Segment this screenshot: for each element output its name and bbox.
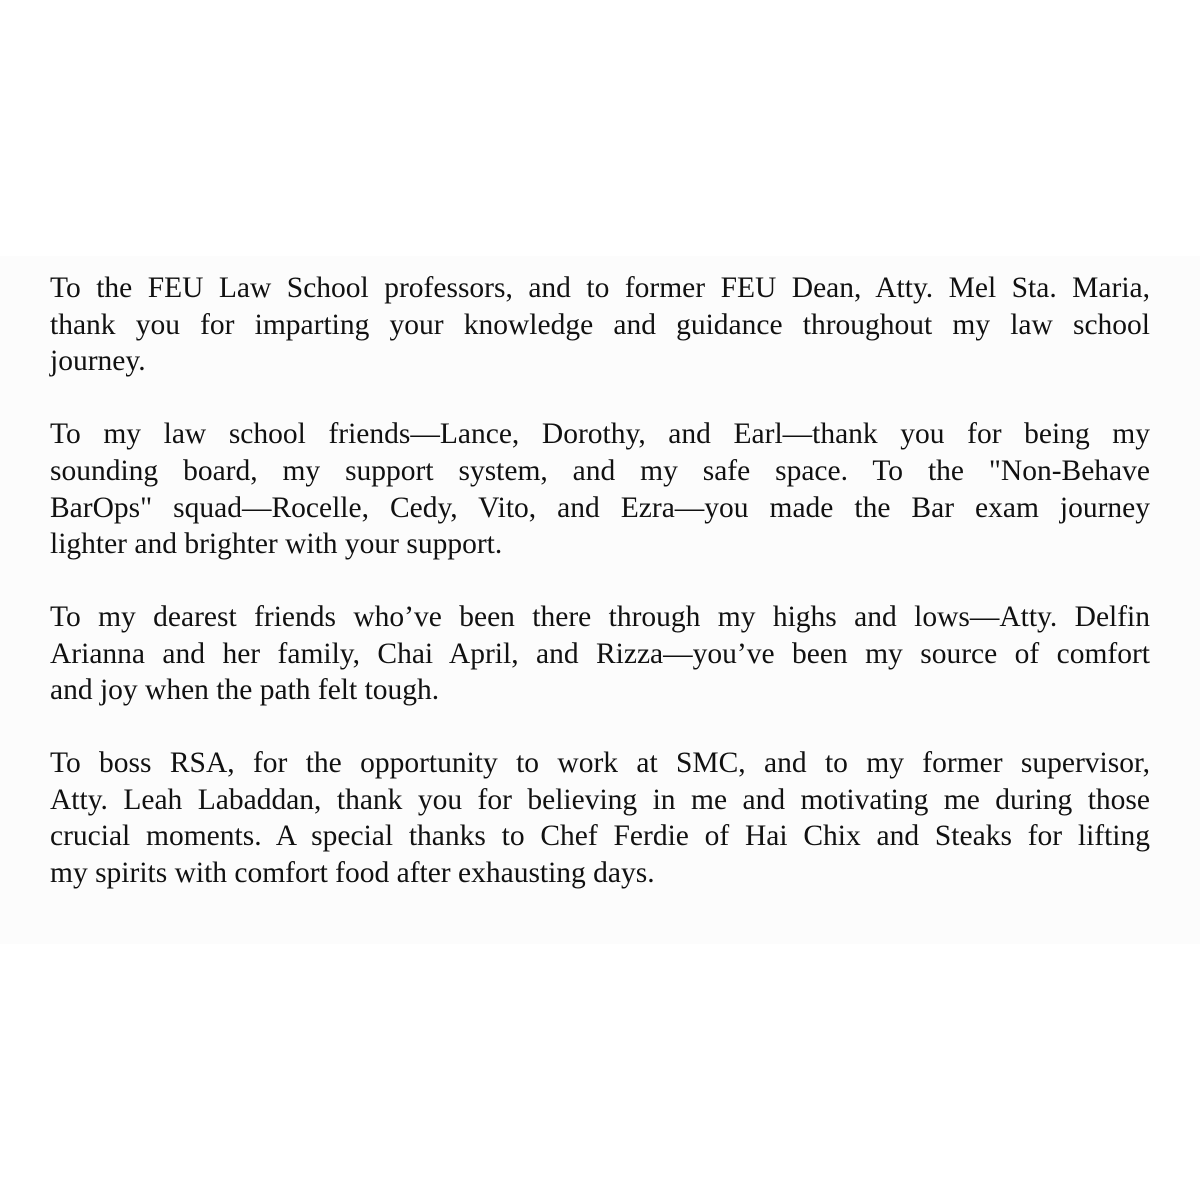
- text-line: sounding board, my support system, and my safe space. To the "Non-Behave: [50, 454, 1150, 487]
- text-line: my spirits with comfort food after exhausting days.: [50, 857, 655, 890]
- paragraph-professors: [50, 270, 1150, 380]
- text-line: Arianna and her family, Chai April, and Rizza—you’ve been my source of comfort: [50, 637, 1150, 670]
- document-text-panel: [0, 256, 1200, 944]
- text-line: To boss RSA, for the opportunity to work at SMC, and to my former supervisor,: [50, 747, 1150, 780]
- paragraph-dearest-friends: [50, 599, 1150, 709]
- text-line: crucial moments. A special thanks to Chef Ferdie of Hai Chix and Steaks for lifting: [50, 820, 1150, 853]
- text-line: To my dearest friends who’ve been there through my highs and lows—Atty. Delfin: [50, 600, 1150, 633]
- text-line: BarOps" squad—Rocelle, Cedy, Vito, and Ezra—you made the Bar exam journey: [50, 491, 1150, 524]
- text-line: lighter and brighter with your support.: [50, 528, 503, 561]
- text-line: thank you for imparting your knowledge and guidance throughout my law school: [50, 308, 1150, 341]
- text-line: and joy when the path felt tough.: [50, 674, 440, 707]
- text-line: To my law school friends—Lance, Dorothy, and Earl—thank you for being my: [50, 418, 1150, 451]
- text-line: journey.: [50, 345, 146, 378]
- paragraph-law-school-friends: [50, 416, 1150, 563]
- text-line: Atty. Leah Labaddan, thank you for believing in me and motivating me during those: [50, 783, 1150, 816]
- paragraph-work-thanks: [50, 745, 1150, 892]
- text-line: To the FEU Law School professors, and to former FEU Dean, Atty. Mel Sta. Maria,: [50, 272, 1150, 304]
